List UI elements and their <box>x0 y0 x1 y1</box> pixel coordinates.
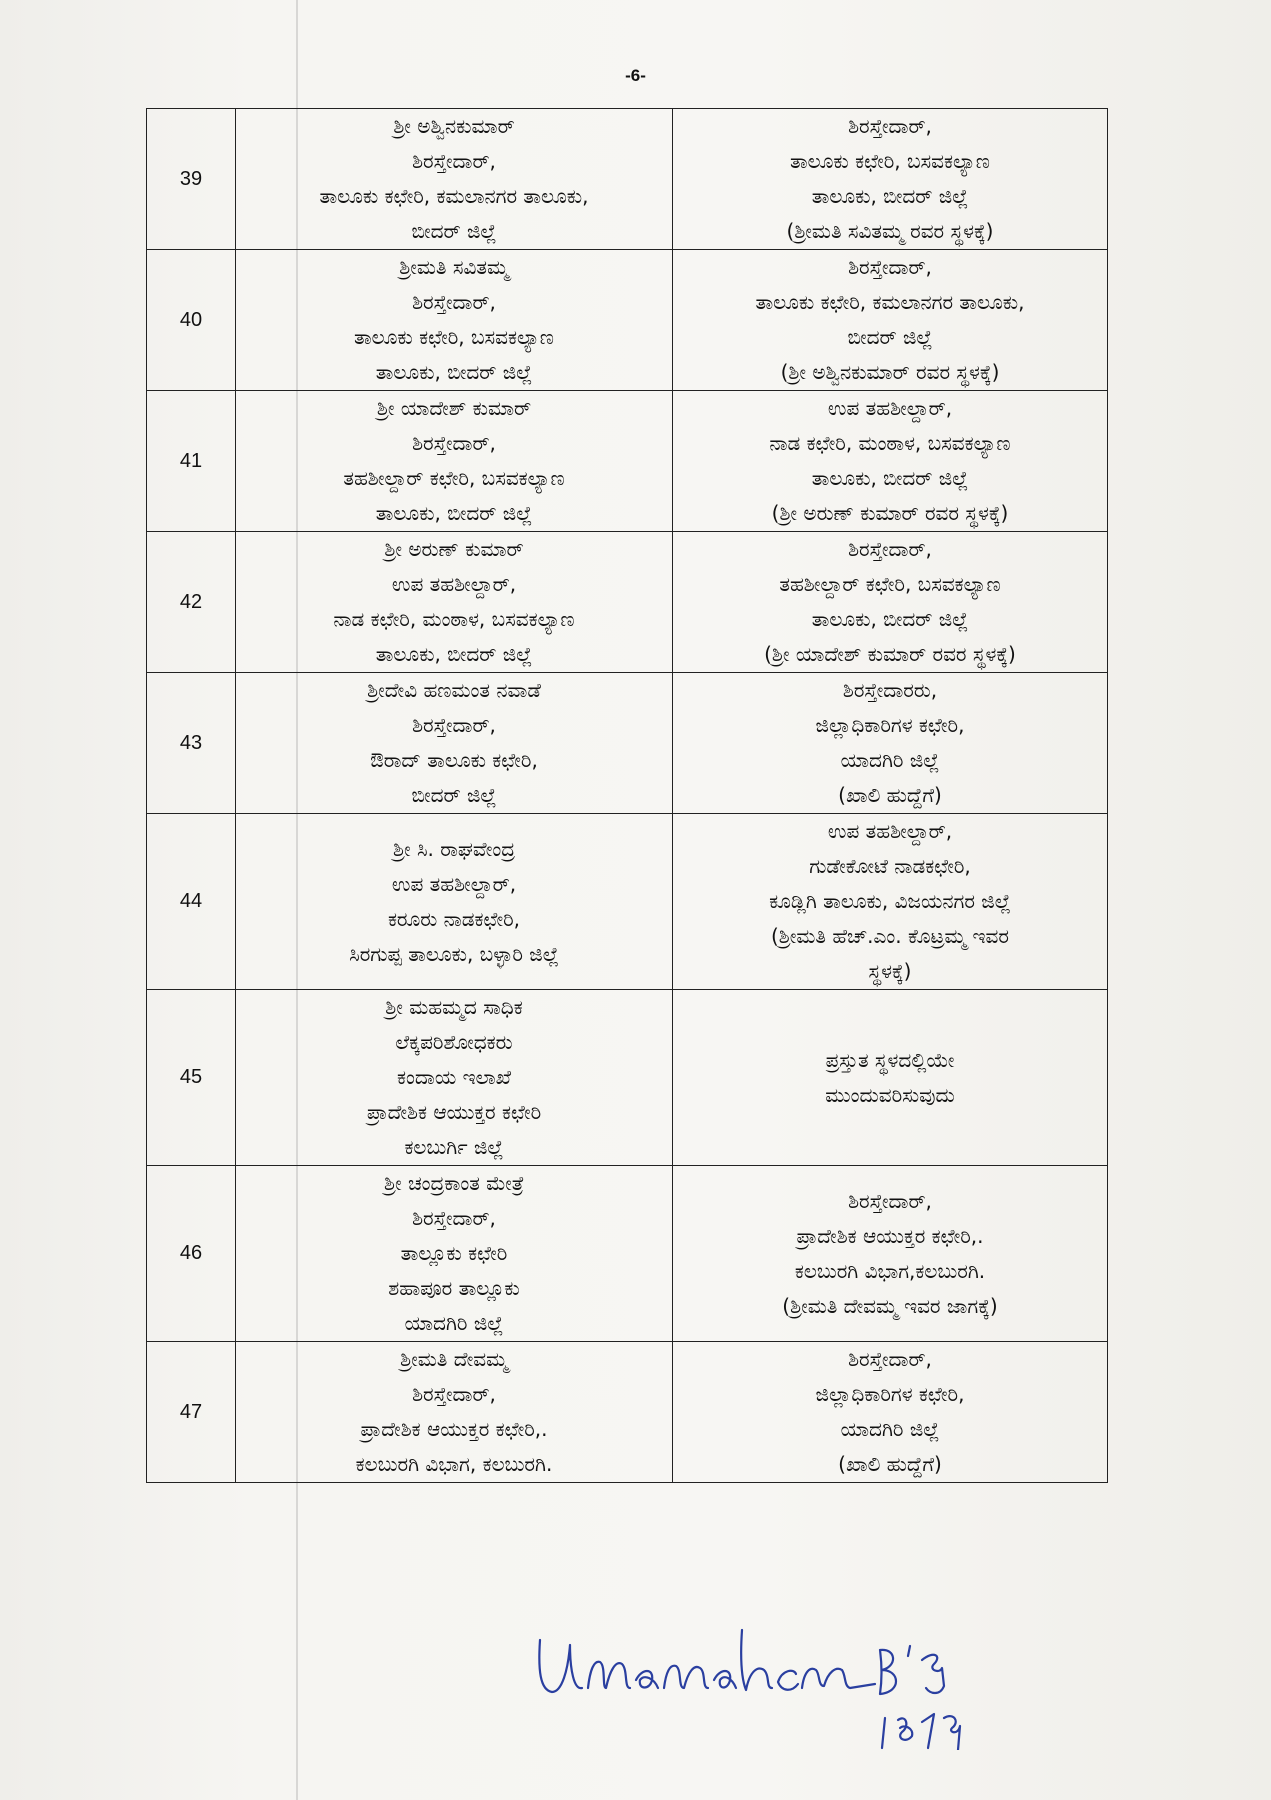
new-post-line: ತಾಲೂಕು ಕಛೇರಿ, ಬಸವಕಲ್ಯಾಣ <box>790 149 990 173</box>
new-post-cell <box>673 673 1108 814</box>
new-post-line: (ಶ್ರೀಮತಿ ಸವಿತಮ್ಮ ರವರ ಸ್ಥಳಕ್ಕೆ) <box>786 219 994 243</box>
new-post-line: ಸ್ಥಳಕ್ಕೆ) <box>868 959 912 983</box>
current-post-line: ಕಲಬುರಗಿ ವಿಭಾಗ, ಕಲಬುರಗಿ. <box>355 1452 553 1476</box>
transfer-table <box>146 108 1108 1483</box>
new-post-cell <box>673 1166 1108 1342</box>
current-post-line: ಶಿರಸ್ತೇದಾರ್, <box>412 290 496 314</box>
new-post-line: (ಖಾಲಿ ಹುದ್ದೆಗೆ) <box>838 1452 942 1476</box>
new-post-line: ನಾಡ ಕಛೇರಿ, ಮಂಠಾಳ, ಬಸವಕಲ್ಯಾಣ <box>769 431 1011 455</box>
new-post-line: ಉಪ ತಹಶೀಲ್ದಾರ್, <box>827 396 953 420</box>
new-post-line: ತಹಶೀಲ್ದಾರ್ ಕಛೇರಿ, ಬಸವಕಲ್ಯಾಣ <box>779 572 1001 596</box>
new-post-cell <box>673 814 1108 990</box>
new-post-line: ಶಿರಸ್ತೇದಾರ್, <box>848 1188 932 1213</box>
serial-number: 41 <box>147 391 236 532</box>
new-post-line: (ಶ್ರೀಮತಿ ಹೆಚ್.ಎಂ. ಕೊಟ್ರಮ್ಮ ಇವರ <box>771 924 1009 948</box>
new-post-line: ಜಿಲ್ಲಾಧಿಕಾರಿಗಳ ಕಛೇರಿ, <box>815 1382 965 1406</box>
new-post-line: ತಾಲೂಕು, ಬೀದರ್ ಜಿಲ್ಲೆ <box>811 184 969 208</box>
current-post-cell <box>236 391 673 532</box>
current-post-line: ಪ್ರಾದೇಶಿಕ ಆಯುಕ್ತರ ಕಛೇರಿ <box>366 1100 542 1124</box>
new-post-line: ಶಿರಸ್ತೇದಾರ್, <box>848 1347 932 1371</box>
current-post-line: ಉಪ ತಹಶೀಲ್ದಾರ್, <box>391 871 517 896</box>
current-post-line: ಶ್ರೀಮತಿ ಸವಿತಮ್ಮ <box>399 255 509 279</box>
new-post-line: ತಾಲೂಕು, ಬೀದರ್ ಜಿಲ್ಲೆ <box>811 466 969 490</box>
current-post-line: ಶ್ರೀ ಮಹಮ್ಮದ ಸಾಧಿಕ <box>385 995 523 1019</box>
serial-number: 45 <box>147 990 236 1166</box>
new-post-line: (ಶ್ರೀ ಅರುಣ್ ಕುಮಾರ್ ರವರ ಸ್ಥಳಕ್ಕೆ) <box>771 501 1009 525</box>
current-post-line: ಪ್ರಾದೇಶಿಕ ಆಯುಕ್ತರ ಕಛೇರಿ,. <box>360 1417 548 1441</box>
current-post-line: ಶಿರಸ್ತೇದಾರ್, <box>412 1206 496 1230</box>
current-post-line: ಬೀದರ್ ಜಿಲ್ಲೆ <box>411 219 497 243</box>
new-post-line: (ಶ್ರೀ ಯಾದೇಶ್ ಕುಮಾರ್ ರವರ ಸ್ಥಳಕ್ಕೆ) <box>764 642 1016 666</box>
current-post-cell <box>236 814 673 990</box>
new-post-line: ಬೀದರ್ ಜಿಲ್ಲೆ <box>847 325 933 349</box>
new-post-line: ಶಿರಸ್ತೇದಾರ್, <box>848 537 932 561</box>
new-post-line: ಶಿರಸ್ತೇದಾರರು, <box>842 678 938 702</box>
current-post-line: ಶ್ರೀ ಯಾದೇಶ್ ಕುಮಾರ್ <box>376 396 532 420</box>
current-post-line: ಯಾದಗಿರಿ ಜಿಲ್ಲೆ <box>404 1311 504 1335</box>
current-post-cell <box>236 250 673 391</box>
current-post-line: ಸಿರಗುಪ್ಪ ತಾಲೂಕು, ಬಳ್ಳಾರಿ ಜಿಲ್ಲೆ <box>349 941 559 966</box>
table-row <box>147 250 1108 391</box>
current-post-line: ಶಿರಸ್ತೇದಾರ್, <box>412 1382 496 1406</box>
new-post-line: (ಶ್ರೀಮತಿ ದೇವಮ್ಮ ಇವರ ಜಾಗಕ್ಕೆ) <box>782 1293 998 1318</box>
new-post-cell <box>673 250 1108 391</box>
new-post-line: ತಾಲೂಕು ಕಛೇರಿ, ಕಮಲಾನಗರ ತಾಲೂಕು, <box>755 290 1025 314</box>
current-post-line: ಶಹಾಪೂರ ತಾಲ್ಲೂಕು <box>388 1276 520 1300</box>
current-post-line: ಶ್ರೀ ಅಶ್ವಿನಕುಮಾರ್ <box>393 114 515 138</box>
current-post-cell <box>236 532 673 673</box>
current-post-line: ತಹಶೀಲ್ದಾರ್ ಕಛೇರಿ, ಬಸವಕಲ್ಯಾಣ <box>343 466 565 490</box>
new-post-line: ಪ್ರಾದೇಶಿಕ ಆಯುಕ್ತರ ಕಛೇರಿ,. <box>796 1223 984 1248</box>
current-post-line: ಕಲಬುರ್ಗಿ ಜಿಲ್ಲೆ <box>404 1135 504 1159</box>
new-post-cell <box>673 990 1108 1166</box>
current-post-line: ತಾಲ್ಲೂಕು ಕಛೇರಿ <box>400 1241 508 1265</box>
table-row <box>147 1166 1108 1342</box>
new-post-line: ಯಾದಗಿರಿ ಜಿಲ್ಲೆ <box>840 748 940 772</box>
serial-number: 43 <box>147 673 236 814</box>
current-post-line: ತಾಲೂಕು ಕಛೇರಿ, ಕಮಲಾನಗರ ತಾಲೂಕು, <box>319 184 589 208</box>
current-post-line: ಶಿರಸ್ತೇದಾರ್, <box>412 149 496 173</box>
table-row <box>147 391 1108 532</box>
current-post-line: ಕಂದಾಯ ಇಲಾಖೆ <box>397 1065 511 1089</box>
new-post-line: ಜಿಲ್ಲಾಧಿಕಾರಿಗಳ ಕಛೇರಿ, <box>815 713 965 737</box>
current-post-cell <box>236 673 673 814</box>
current-post-line: ಕರೂರು ನಾಡಕಛೇರಿ, <box>387 906 521 931</box>
table-row <box>147 673 1108 814</box>
current-post-line: ಶ್ರೀ ಅರುಣ್ ಕುಮಾರ್ <box>384 537 524 561</box>
serial-number: 39 <box>147 109 236 250</box>
new-post-line: ಗುಡೇಕೋಟೆ ನಾಡಕಛೇರಿ, <box>809 854 971 878</box>
current-post-line: ಉಪ ತಹಶೀಲ್ದಾರ್, <box>391 572 517 596</box>
new-post-line: ಶಿರಸ್ತೇದಾರ್, <box>848 114 932 138</box>
table-row <box>147 1342 1108 1483</box>
current-post-line: ತಾಲೂಕು ಕಛೇರಿ, ಬಸವಕಲ್ಯಾಣ <box>354 325 554 349</box>
new-post-line: ಉಪ ತಹಶೀಲ್ದಾರ್, <box>827 819 953 843</box>
serial-number: 44 <box>147 814 236 990</box>
current-post-line: ತಾಲೂಕು, ಬೀದರ್ ಜಿಲ್ಲೆ <box>375 642 533 666</box>
new-post-line: ಶಿರಸ್ತೇದಾರ್, <box>848 255 932 279</box>
table-row <box>147 109 1108 250</box>
current-post-line: ಶ್ರೀ ಚಂದ್ರಕಾಂತ ಮೇತ್ರೆ <box>384 1171 524 1195</box>
current-post-line: ಶ್ರೀದೇವಿ ಹಣಮಂತ ನವಾಡೆ <box>367 678 541 702</box>
current-post-cell <box>236 1166 673 1342</box>
current-post-line: ನಾಡ ಕಛೇರಿ, ಮಂಠಾಳ, ಬಸವಕಲ್ಯಾಣ <box>333 607 575 631</box>
current-post-line: ತಾಲೂಕು, ಬೀದರ್ ಜಿಲ್ಲೆ <box>375 501 533 525</box>
new-post-line: ಯಾದಗಿರಿ ಜಿಲ್ಲೆ <box>840 1417 940 1441</box>
current-post-cell <box>236 109 673 250</box>
current-post-cell <box>236 990 673 1166</box>
new-post-cell <box>673 532 1108 673</box>
current-post-line: ಲೆಕ್ಕಪರಿಶೋಧಕರು <box>395 1030 513 1054</box>
signature-graphic <box>530 1610 980 1750</box>
new-post-line: ತಾಲೂಕು, ಬೀದರ್ ಜಿಲ್ಲೆ <box>811 607 969 631</box>
new-post-line: (ಶ್ರೀ ಅಶ್ವಿನಕುಮಾರ್ ರವರ ಸ್ಥಳಕ್ಕೆ) <box>780 360 1000 384</box>
serial-number: 46 <box>147 1166 236 1342</box>
current-post-line: ಶಿರಸ್ತೇದಾರ್, <box>412 431 496 455</box>
new-post-cell <box>673 109 1108 250</box>
new-post-line: (ಖಾಲಿ ಹುದ್ದೆಗೆ) <box>838 783 942 807</box>
current-post-line: ಬೀದರ್ ಜಿಲ್ಲೆ <box>411 783 497 807</box>
new-post-line: ಕೂಡ್ಲಿಗಿ ತಾಲೂಕು, ವಿಜಯನಗರ ಜಿಲ್ಲೆ <box>769 889 1011 913</box>
new-post-line: ಮುಂದುವರಿಸುವುದು <box>825 1082 955 1107</box>
handwritten-signature <box>530 1610 980 1750</box>
current-post-line: ಶಿರಸ್ತೇದಾರ್, <box>412 713 496 737</box>
current-post-line: ಶ್ರೀಮತಿ ದೇವಮ್ಮ <box>400 1347 508 1371</box>
serial-number: 47 <box>147 1342 236 1483</box>
current-post-line: ತಾಲೂಕು, ಬೀದರ್ ಜಿಲ್ಲೆ <box>375 360 533 384</box>
current-post-line: ಶ್ರೀ ಸಿ. ರಾಘವೇಂದ್ರ <box>392 836 515 861</box>
current-post-line: ಔರಾದ್ ತಾಲೂಕು ಕಛೇರಿ, <box>370 748 538 772</box>
serial-number: 42 <box>147 532 236 673</box>
page-number: -6- <box>625 66 646 85</box>
new-post-line: ಕಲಬುರಗಿ ವಿಭಾಗ,ಕಲಬುರಗಿ. <box>794 1258 986 1283</box>
current-post-cell <box>236 1342 673 1483</box>
table-row <box>147 532 1108 673</box>
table-row <box>147 990 1108 1166</box>
table-row <box>147 814 1108 990</box>
new-post-line: ಪ್ರಸ್ತುತ ಸ್ಥಳದಲ್ಲಿಯೇ <box>825 1047 955 1072</box>
new-post-cell <box>673 1342 1108 1483</box>
serial-number: 40 <box>147 250 236 391</box>
new-post-cell <box>673 391 1108 532</box>
